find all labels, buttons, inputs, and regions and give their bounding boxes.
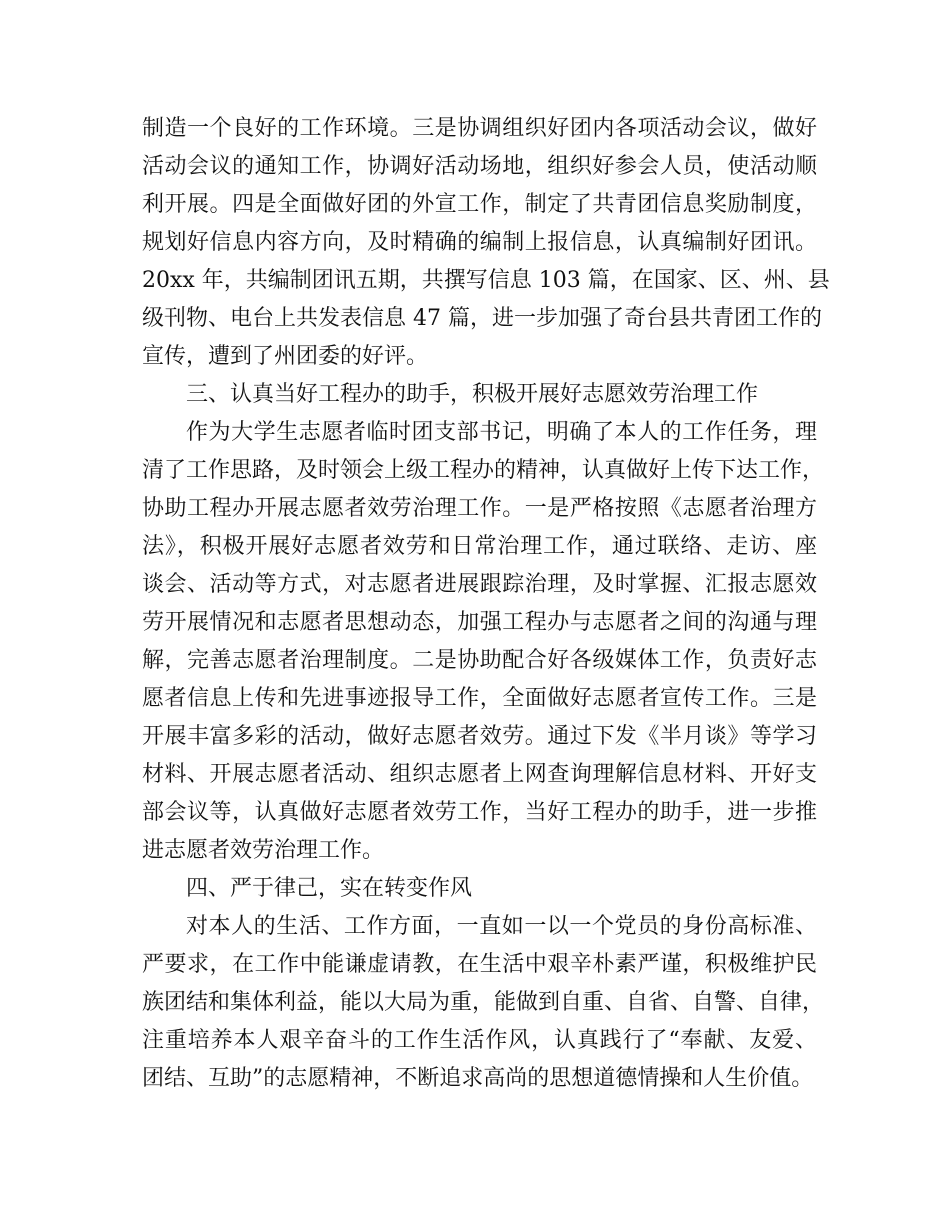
text-line: 级刊物、电台上共发表信息 47 篇，进一步加强了奇台县共青团工作的 bbox=[142, 306, 822, 331]
text-line: 注重培养本人艰辛奋斗的工作生活作风，认真践行了“奉献、友爱、 bbox=[142, 1028, 817, 1053]
text-line: 利开展。四是全面做好团的外宣工作，制定了共青团信息奖励制度， bbox=[142, 192, 817, 217]
text-line: 制造一个良好的工作环境。三是协调组织好团内各项活动会议，做好 bbox=[142, 116, 817, 141]
text-line: 进志愿者效劳治理工作。 bbox=[142, 838, 385, 863]
text-line: 作为大学生志愿者临时团支部书记，明确了本人的工作任务，理 bbox=[186, 420, 817, 445]
text-line: 规划好信息内容方向，及时精确的编制上报信息，认真编制好团讯。 bbox=[142, 230, 817, 255]
section-heading: 四、严于律己，实在转变作风 bbox=[186, 876, 473, 901]
text-line: 活动会议的通知工作，协调好活动场地，组织好参会人员，使活动顺 bbox=[142, 154, 817, 179]
text-line: 开展丰富多彩的活动，做好志愿者效劳。通过下发《半月谈》等学习 bbox=[142, 724, 817, 749]
text-line: 清了工作思路，及时领会上级工程办的精神，认真做好上传下达工作， bbox=[142, 458, 825, 483]
document-body bbox=[142, 110, 830, 1098]
text-line: 材料、开展志愿者活动、组织志愿者上网查询理解信息材料、开好支 bbox=[142, 762, 817, 787]
text-line: 解，完善志愿者治理制度。二是协助配合好各级媒体工作，负责好志 bbox=[142, 648, 817, 673]
text-line: 对本人的生活、工作方面，一直如一以一个党员的身份高标准、 bbox=[186, 914, 817, 939]
text-line: 劳开展情况和志愿者思想动态，加强工程办与志愿者之间的沟通与理 bbox=[142, 610, 817, 635]
text-line: 族团结和集体利益，能以大局为重，能做到自重、自省、自警、自律， bbox=[142, 990, 825, 1015]
section-heading: 三、认真当好工程办的助手，积极开展好志愿效劳治理工作 bbox=[186, 382, 759, 407]
text-line: 谈会、活动等方式，对志愿者进展跟踪治理，及时掌握、汇报志愿效 bbox=[142, 572, 817, 597]
text-line: 愿者信息上传和先进事迹报导工作，全面做好志愿者宣传工作。三是 bbox=[142, 686, 817, 711]
text-line: 法》，积极开展好志愿者效劳和日常治理工作，通过联络、走访、座 bbox=[142, 534, 817, 559]
text-line: 团结、互助”的志愿精神，不断追求高尚的思想道德情操和人生价值。 bbox=[142, 1066, 814, 1091]
text-line: 协助工程办开展志愿者效劳治理工作。一是严格按照《志愿者治理方 bbox=[142, 496, 817, 521]
text-line: 20xx 年，共编制团讯五期，共撰写信息 103 篇，在国家、区、州、县 bbox=[142, 268, 830, 293]
text-line: 宣传，遭到了州团委的好评。 bbox=[142, 344, 429, 369]
text-line: 严要求，在工作中能谦虚请教，在生活中艰辛朴素严谨，积极维护民 bbox=[142, 952, 817, 977]
text-line: 部会议等，认真做好志愿者效劳工作，当好工程办的助手，进一步推 bbox=[142, 800, 817, 825]
